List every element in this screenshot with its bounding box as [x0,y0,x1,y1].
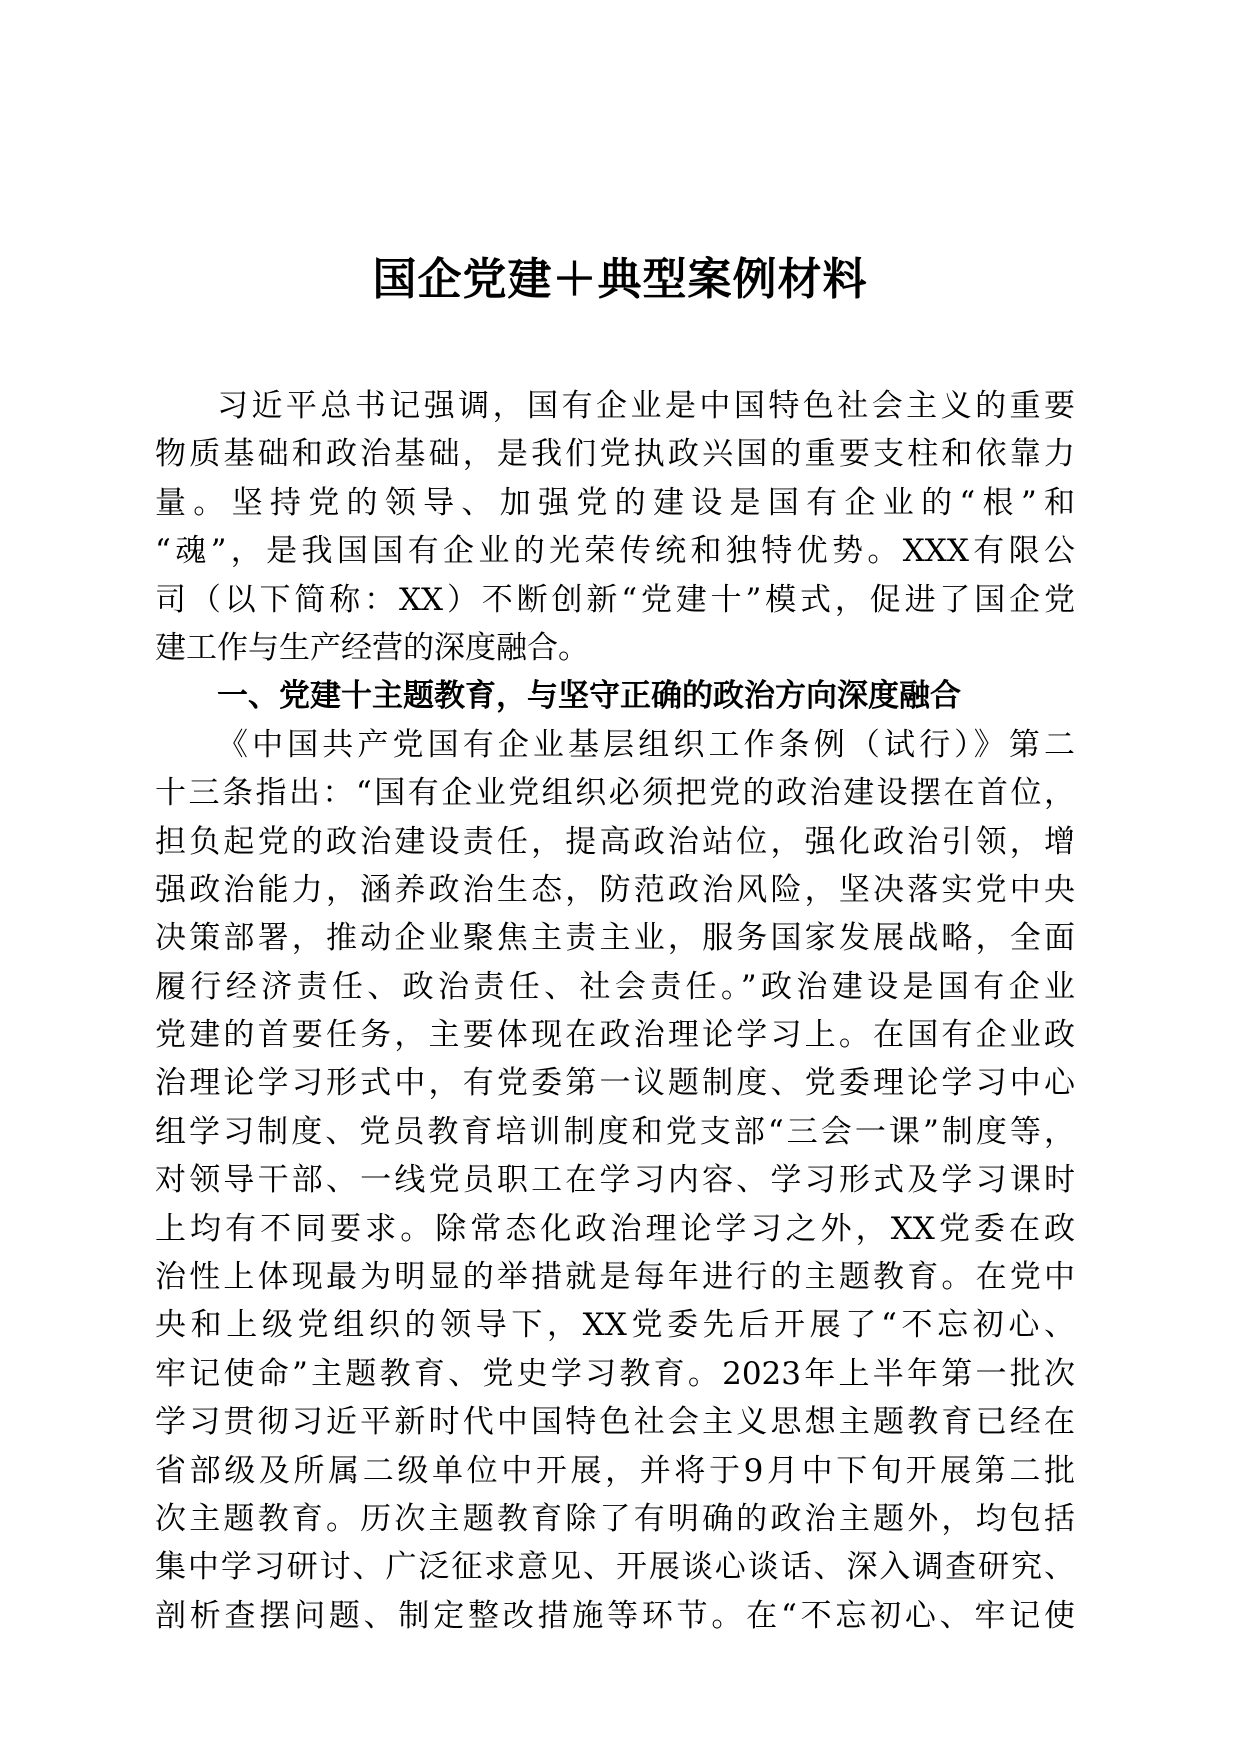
body-line: 治性上体现最为明显的举措就是每年进行的主题教育。在党中 [155,1259,1075,1296]
body-line: 上均有不同要求。除常态化政治理论学习之外，XX党委在政 [155,1210,1075,1247]
body-line: 司（以下简称：XX）不断创新“党建十”模式，促进了国企党 [155,581,1075,618]
body-line: 习近平总书记强调，国有企业是中国特色社会主义的重要 [217,388,1075,424]
body-line: 牢记使命”主题教育、党史学习教育。2023年上半年第一批次 [155,1355,1075,1392]
body-line: 剖析查摆问题、制定整改措施等环节。在“不忘初心、牢记使 [155,1597,1075,1634]
body-line: 履行经济责任、政治责任、社会责任。”政治建设是国有企业 [155,968,1075,1005]
body-line: 建工作与生产经营的深度融合。 [155,629,589,666]
body-line: 《中国共产党国有企业基层组织工作条例（试行）》第二 [217,726,1075,763]
body-line: 次主题教育。历次主题教育除了有明确的政治主题外，均包括 [155,1500,1075,1537]
body-line: 对领导干部、一线党员职工在学习内容、学习形式及学习课时 [155,1162,1075,1199]
body-line: 量。坚持党的领导、加强党的建设是国有企业的“根”和 [155,484,1075,521]
body-line: 学习贯彻习近平新时代中国特色社会主义思想主题教育已经在 [155,1404,1075,1441]
body-line: 十三条指出：“国有企业党组织必须把党的政治建设摆在首位， [155,775,1075,812]
section-heading: 一、党建十主题教育，与坚守正确的政治方向深度融合 [217,678,961,715]
document-title: 国企党建＋典型案例材料 [372,254,868,305]
body-line: 强政治能力，涵养政治生态，防范政治风险，坚决落实党中央 [155,871,1075,908]
body-line: 物质基础和政治基础，是我们党执政兴国的重要支柱和依靠力 [155,436,1075,473]
body-line: 省部级及所属二级单位中开展，并将于9月中下旬开展第二批 [155,1452,1075,1489]
body-line: “魂”，是我国国有企业的光荣传统和独特优势。XXX有限公 [155,533,1075,570]
body-line: 组学习制度、党员教育培训制度和党支部“三会一课”制度等， [155,1113,1075,1150]
body-line: 治理论学习形式中，有党委第一议题制度、党委理论学习中心 [155,1065,1075,1102]
document-body [155,382,1075,1640]
body-line: 担负起党的政治建设责任，提高政治站位，强化政治引领，增 [155,823,1075,860]
body-line: 集中学习研讨、广泛征求意见、开展谈心谈话、深入调查研究、 [155,1549,1075,1586]
body-line: 央和上级党组织的领导下，XX党委先后开展了“不忘初心、 [155,1307,1075,1344]
body-line: 决策部署，推动企业聚焦主责主业，服务国家发展战略，全面 [155,920,1075,957]
body-line: 党建的首要任务，主要体现在政治理论学习上。在国有企业政 [155,1017,1075,1054]
